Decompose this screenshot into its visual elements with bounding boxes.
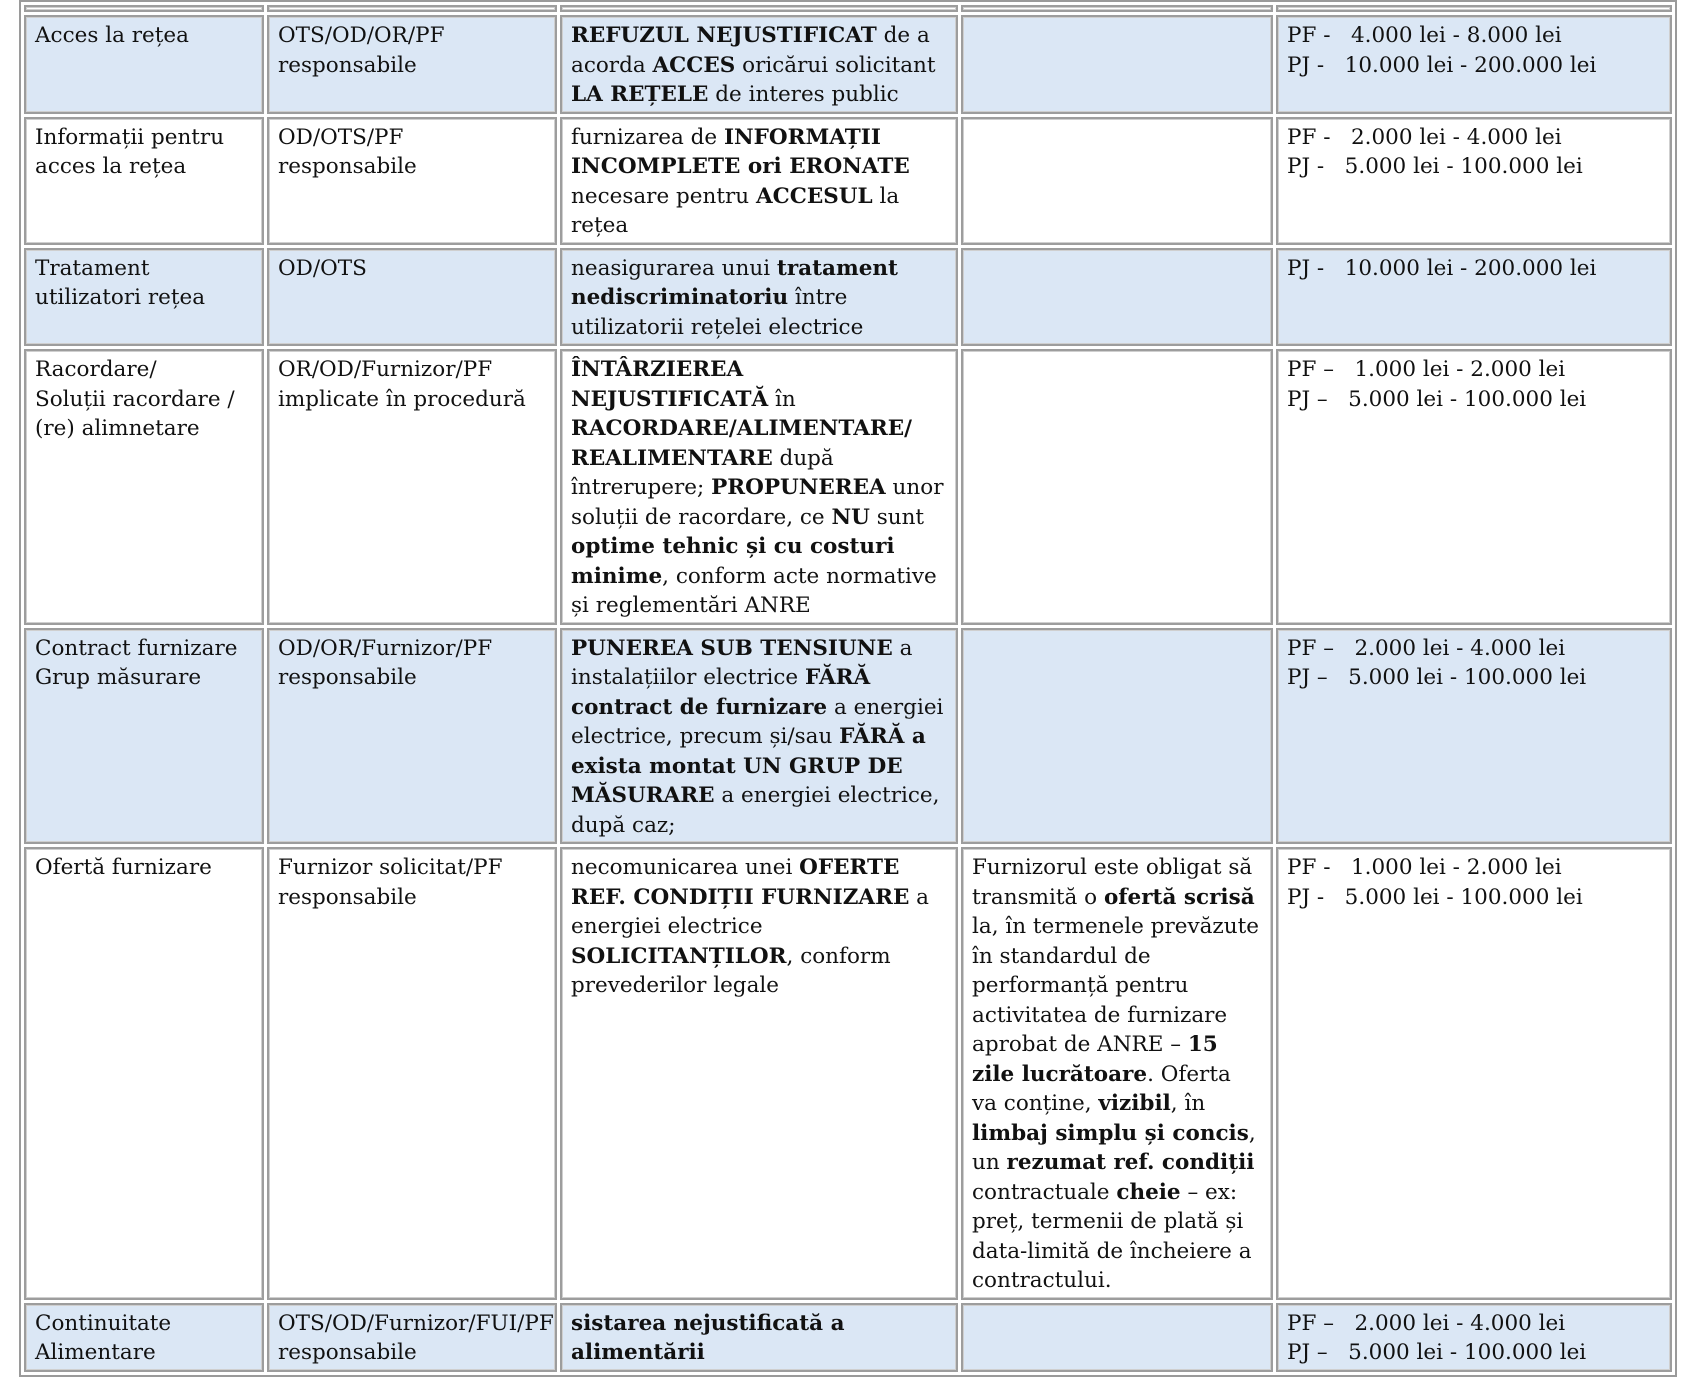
observations-cell — [961, 15, 1273, 114]
fine-range: PJ – 5.000 lei - 100.000 lei — [1287, 665, 1587, 690]
stub-cell — [267, 5, 557, 12]
fine-range: PF - 4.000 lei - 8.000 lei — [1287, 23, 1562, 48]
description-cell: sistarea nejustificată a alimentării — [560, 1303, 958, 1372]
table-row — [24, 248, 1672, 347]
fine-range: PF - 2.000 lei - 4.000 lei — [1287, 124, 1562, 150]
category-cell: Racordare/ Soluții racordare / (re) alimnetare — [24, 349, 264, 625]
table-row — [24, 628, 1672, 845]
stub-cell — [1276, 5, 1672, 12]
observations-cell — [961, 117, 1273, 245]
stub-cell — [24, 5, 264, 12]
table-row — [24, 15, 1672, 114]
fine-range: PJ - 5.000 lei - 100.000 lei — [1287, 884, 1583, 910]
description-cell: necomunicarea unei OFERTE REF. CONDIȚII FURNIZARE a energiei electrice SOLICITANȚILOR, conform prevederilor legale — [560, 847, 958, 1300]
fine-range: PF – 2.000 lei - 4.000 lei — [1287, 1310, 1566, 1336]
observations-cell — [961, 1303, 1273, 1372]
responsible-cell: OD/OTS/PF responsabile — [267, 117, 557, 245]
description-cell: neasigurarea unui tratament nediscriminatoriu între utilizatorii rețelei electrice — [560, 248, 958, 347]
responsible-cell: OTS/OD/Furnizor/FUI/PF responsabile — [267, 1303, 557, 1372]
fine-range: PF – 1.000 lei - 2.000 lei — [1287, 357, 1566, 382]
table-row — [24, 117, 1672, 245]
category-cell: Informații pentru acces la rețea — [24, 117, 264, 245]
table-row-stub — [24, 5, 1672, 12]
observations-cell — [961, 248, 1273, 347]
description-cell: REFUZUL NEJUSTIFICAT de a acorda ACCES oricărui solicitant LA REȚELE de interes public — [560, 15, 958, 114]
responsible-cell: OTS/OD/OR/PF responsabile — [267, 15, 557, 114]
fines-cell — [1276, 847, 1672, 1300]
fine-range: PF - 1.000 lei - 2.000 lei — [1287, 855, 1562, 880]
stub-cell — [560, 5, 958, 12]
fines-table-body — [24, 5, 1672, 1372]
table-row — [24, 349, 1672, 625]
description-cell: PUNEREA SUB TENSIUNE a instalațiilor electrice FĂRĂ contract de furnizare a energiei electrice, precum și/sau FĂRĂ a exista montat UN GRUP DE MĂSURARE a energiei electrice, după caz; — [560, 628, 958, 845]
fine-range: PJ – 5.000 lei - 100.000 lei — [1287, 1340, 1587, 1365]
fines-cell — [1276, 15, 1672, 114]
responsible-cell: OR/OD/Furnizor/PF implicate în procedură — [267, 349, 557, 625]
fines-table — [19, 0, 1677, 1377]
observations-cell: Furnizorul este obligat să transmită o ofertă scrisă la, în termenele prevăzute în standardul de performanță pentru activitatea de furnizare aprobat de ANRE – 15 zile lucrătoare. Oferta va conține, vizibil, în limbaj simplu și concis, un rezumat ref. condiții contractuale cheie – ex: preț, termenii de plată și data-limită de încheiere a contractului. — [961, 847, 1273, 1300]
category-cell: Continuitate Alimentare — [24, 1303, 264, 1372]
description-cell: ÎNTÂRZIEREA NEJUSTIFICATĂ în RACORDARE/ALIMENTARE/ REALIMENTARE după întrerupere; PROPUNEREA unor soluții de racordare, ce NU sunt optime tehnic și cu costuri minime, conform acte normative și reglementări ANRE — [560, 349, 958, 625]
fine-range: PJ - 5.000 lei - 100.000 lei — [1287, 154, 1583, 179]
category-cell: Contract furnizare Grup măsurare — [24, 628, 264, 845]
observations-cell — [961, 349, 1273, 625]
fines-table-page — [19, 0, 1677, 1377]
fines-cell — [1276, 628, 1672, 845]
fine-range: PJ - 10.000 lei - 200.000 lei — [1287, 52, 1597, 78]
fines-cell — [1276, 117, 1672, 245]
fines-cell — [1276, 248, 1672, 347]
fines-cell — [1276, 1303, 1672, 1372]
fine-range: PJ - 10.000 lei - 200.000 lei — [1287, 255, 1597, 281]
category-cell: Tratament utilizatori rețea — [24, 248, 264, 347]
fine-range: PJ – 5.000 lei - 100.000 lei — [1287, 386, 1587, 412]
category-cell: Acces la rețea — [24, 15, 264, 114]
category-cell: Ofertă furnizare — [24, 847, 264, 1300]
stub-cell — [961, 5, 1273, 12]
responsible-cell: Furnizor solicitat/PF responsabile — [267, 847, 557, 1300]
table-row — [24, 847, 1672, 1300]
description-cell: furnizarea de INFORMAȚII INCOMPLETE ori ERONATE necesare pentru ACCESUL la rețea — [560, 117, 958, 245]
table-row — [24, 1303, 1672, 1372]
fine-range: PF – 2.000 lei - 4.000 lei — [1287, 635, 1566, 661]
responsible-cell: OD/OTS — [267, 248, 557, 347]
fines-cell — [1276, 349, 1672, 625]
responsible-cell: OD/OR/Furnizor/PF responsabile — [267, 628, 557, 845]
observations-cell — [961, 628, 1273, 845]
